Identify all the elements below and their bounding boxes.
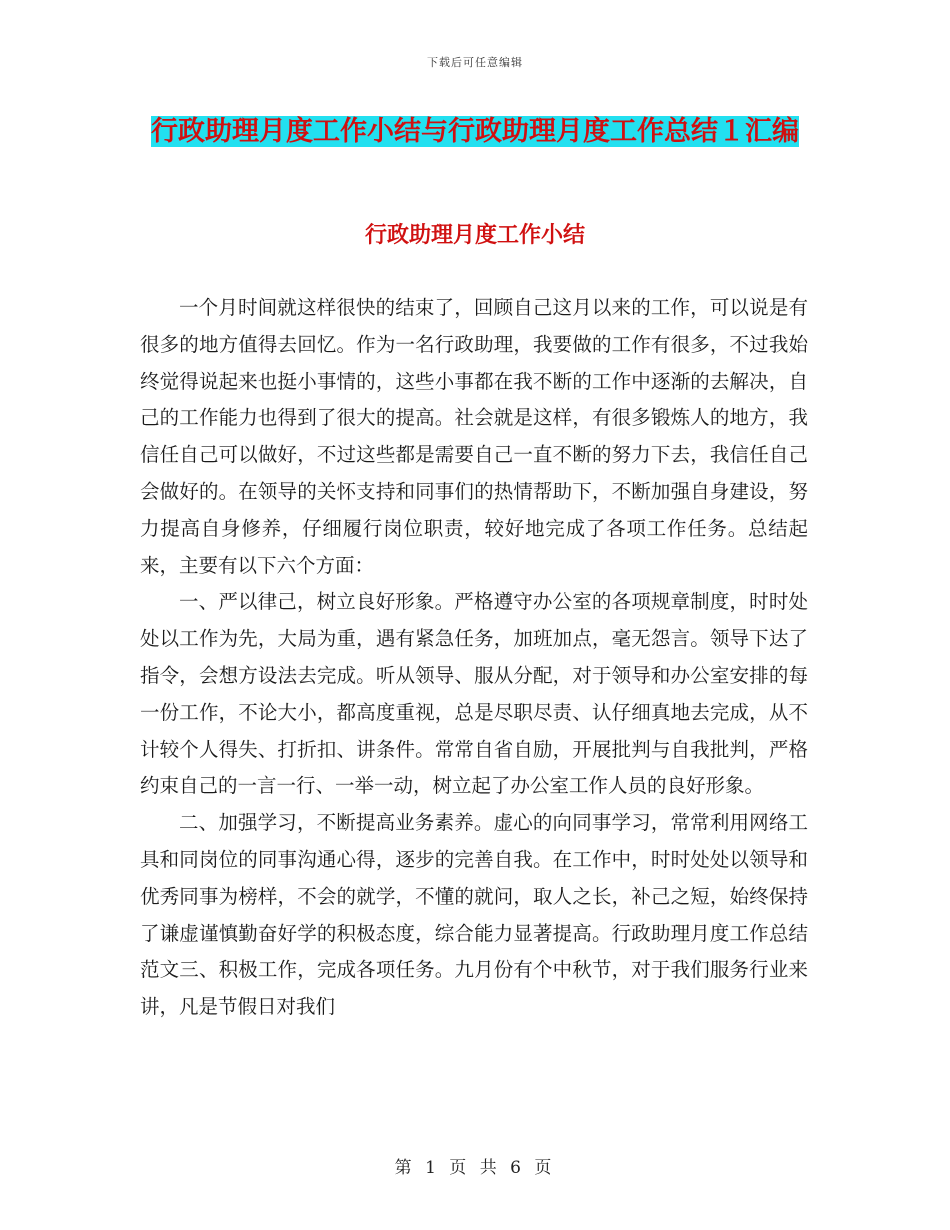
page-number: 第 1 页 共 6 页 <box>394 1158 556 1178</box>
document-title <box>150 110 800 153</box>
header-note: 下载后可任意编辑 <box>427 56 523 69</box>
paragraph-point-two: 二、加强学习，不断提高业务素养。虚心的向同事学习，常常利用网络工具和同岗位的同事沟通心得，逐步的完善自我。在工作中，时时处处以领导和优秀同事为榜样，不会的就学，不懂的就问，取人之长，补己之短，始终保持了谦虚谨慎勤奋好学的积极态度，综合能力显著提高。行政助理月度工作总结范文三、积极工作，完成各项任务。九月份有个中秋节，对于我们服务行业来讲，凡是节假日对我们 <box>140 811 808 1019</box>
document-title-text: 行政助理月度工作小结与行政助理月度工作总结１汇编 <box>151 116 799 147</box>
paragraph-intro: 一个月时间就这样很快的结束了，回顾自己这月以来的工作，可以说是有很多的地方值得去回忆。作为一名行政助理，我要做的工作有很多，不过我始终觉得说起来也挺小事情的，这些小事都在我不断的工作中逐渐的去解决，自己的工作能力也得到了很大的提高。社会就是这样，有很多锻炼人的地方，我信任自己可以做好，不过这些都是需要自己一直不断的努力下去，我信任自己会做好的。在领导的关怀支持和同事们的热情帮助下，不断加强自身建设，努力提高自身修养，仔细履行岗位职责，较好地完成了各项工作任务。总结起来，主要有以下六个方面： <box>140 296 808 577</box>
paragraph-point-one: 一、严以律己，树立良好形象。严格遵守办公室的各项规章制度，时时处处以工作为先，大局为重，遇有紧急任务，加班加点，毫无怨言。领导下达了指令，会想方设法去完成。听从领导、服从分配，对于领导和办公室安排的每一份工作，不论大小，都高度重视，总是尽职尽责、认仔细真地去完成，从不计较个人得失、打折扣、讲条件。常常自省自励，开展批判与自我批判，严格约束自己的一言一行、一举一动，树立起了办公室工作人员的良好形象。 <box>140 590 808 798</box>
body-text <box>140 290 808 1026</box>
section-title: 行政助理月度工作小结 <box>364 223 585 248</box>
